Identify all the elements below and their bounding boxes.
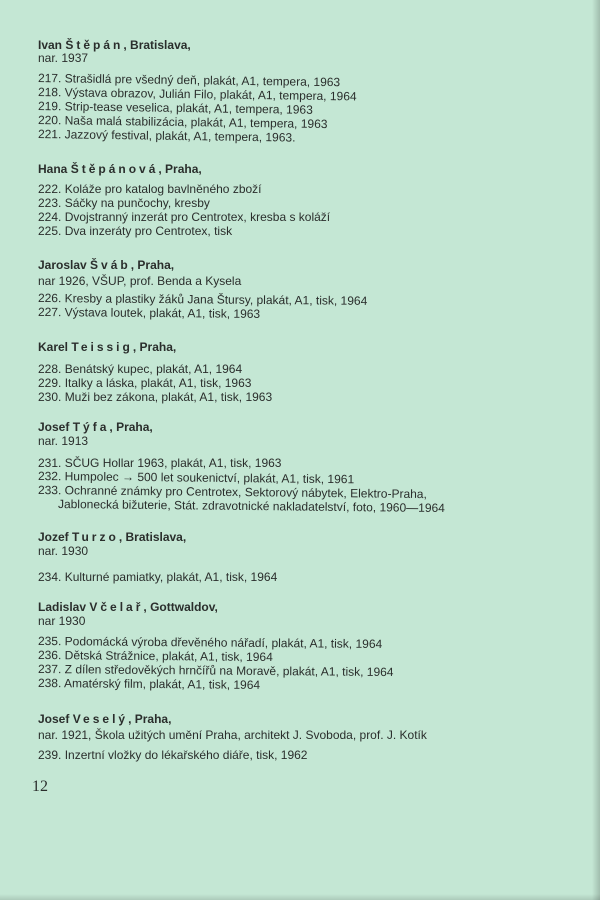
artist-details: nar 1926, VŠUP, prof. Benda a Kysela <box>38 274 242 288</box>
artist-header: Ivan Štěpán, Bratislava, <box>38 38 191 52</box>
artwork-item: 237. Z dílen středověkých hrnčířů na Moravě, plakát, A1, tisk, 1964 <box>37 662 394 680</box>
artist-surname: Štěpán <box>65 38 124 52</box>
artwork-item: 236. Dětská Strážnice, plakát, A1, tisk, 1964 <box>37 648 273 665</box>
artist-given-name: Josef <box>38 712 70 726</box>
artist-header: Josef Týfa, Praha, <box>38 420 153 434</box>
artist-city: Praha, <box>139 340 177 354</box>
artwork-item: 227. Výstava loutek, plakát, A1, tisk, 1963 <box>37 305 261 321</box>
artwork-item: Jablonecká bižuterie, Stát. zdravotnické nakladatelství, foto, 1960—1964 <box>57 497 445 516</box>
page-edge-shadow <box>592 0 600 900</box>
artwork-item: 225. Dva inzeráty pro Centrotex, tisk <box>38 224 233 238</box>
artwork-item: 235. Podomácká výroba dřevěného nářadí, plakát, A1, tisk, 1964 <box>37 634 383 652</box>
artist-given-name: Hana <box>38 162 68 176</box>
artist-city: Praha, <box>116 420 153 434</box>
artwork-item: 221. Jazzový festival, plakát, A1, tempera, 1963. <box>37 127 296 145</box>
artwork-item: 234. Kulturné pamiatky, plakát, A1, tisk, 1964 <box>38 570 278 584</box>
artist-surname: Turzo <box>72 530 119 544</box>
artist-header: Jaroslav Šváb, Praha, <box>38 258 175 272</box>
artwork-item: 232. Humpolec → 500 let soukenictví, plakát, A1, tisk, 1961 <box>37 469 355 487</box>
artist-given-name: Karel <box>38 340 69 354</box>
artist-city: Praha, <box>165 162 202 176</box>
artist-surname: Šváb <box>90 258 131 272</box>
artwork-item: 238. Amatérský film, plakát, A1, tisk, 1964 <box>37 676 261 692</box>
artwork-item: 224. Dvojstranný inzerát pro Centrotex, kresba s koláží <box>38 210 331 224</box>
artist-city: Bratislava, <box>130 38 191 52</box>
artist-surname: Veselý <box>72 712 129 726</box>
artist-details: nar 1930 <box>38 614 86 628</box>
artwork-item: 226. Kresby a plastiky žáků Jana Štursy, plakát, A1, tisk, 1964 <box>37 291 368 308</box>
artist-city: Praha, <box>134 712 172 726</box>
artist-surname: Teissig <box>71 340 133 354</box>
artwork-item: 223. Sáčky na punčochy, kresby <box>38 196 210 210</box>
artwork-item: 239. Inzertní vložky do lékařského diáře, tisk, 1962 <box>38 748 308 762</box>
artist-surname: Štěpánová <box>70 162 159 176</box>
page-number: 12 <box>32 778 48 795</box>
artist-city: Gottwaldov, <box>150 600 218 614</box>
artwork-item: 220. Naša malá stabilizácia, plakát, A1, tempera, 1963 <box>37 113 328 132</box>
artist-given-name: Jaroslav <box>38 258 87 272</box>
artwork-item: 233. Ochranné známky pro Centrotex, Sektorový nábytek, Elektro-Praha, <box>37 483 427 502</box>
artist-surname: Včelař <box>89 600 144 614</box>
artwork-item: 217. Strašidlá pre všedný deň, plakát, A1, tempera, 1963 <box>37 71 341 90</box>
artist-given-name: Jozef <box>38 530 69 544</box>
artwork-item: 219. Strip-tease veselica, plakát, A1, tempera, 1963 <box>37 99 313 117</box>
artist-city: Praha, <box>137 258 175 272</box>
artist-details: nar. 1913 <box>38 434 89 448</box>
artwork-item: 229. Italky a láska, plakát, A1, tisk, 1963 <box>38 376 252 390</box>
artwork-item: 230. Muži bez zákona, plakát, A1, tisk, 1963 <box>38 390 273 404</box>
artwork-item: 231. SČUG Hollar 1963, plakát, A1, tisk, 1963 <box>38 456 282 470</box>
artist-details: nar. 1921, Škola užitých umění Praha, architekt J. Svoboda, prof. J. Kotík <box>38 728 427 742</box>
artist-header: Ladislav Včelař, Gottwaldov, <box>38 600 218 614</box>
artist-details: nar. 1937 <box>38 51 89 65</box>
artist-surname: Týfa <box>72 420 110 434</box>
artist-details: nar. 1930 <box>38 544 89 558</box>
artist-header: Josef Veselý, Praha, <box>38 712 172 726</box>
page-bottom-shadow <box>0 894 600 900</box>
artist-city: Bratislava, <box>125 530 187 544</box>
artist-header: Jozef Turzo, Bratislava, <box>38 530 187 544</box>
artist-given-name: Josef <box>38 420 70 434</box>
artwork-item: 218. Výstava obrazov, Julián Filo, plakát, A1, tempera, 1964 <box>37 85 357 104</box>
artwork-item: 228. Benátský kupec, plakát, A1, 1964 <box>38 362 243 376</box>
artist-header: Hana Štěpánová, Praha, <box>38 162 202 176</box>
artist-header: Karel Teissig, Praha, <box>38 340 177 354</box>
artist-given-name: Ivan <box>38 38 63 52</box>
artist-given-name: Ladislav <box>38 600 87 614</box>
artwork-item: 222. Koláže pro katalog bavlněného zboží <box>38 182 262 196</box>
